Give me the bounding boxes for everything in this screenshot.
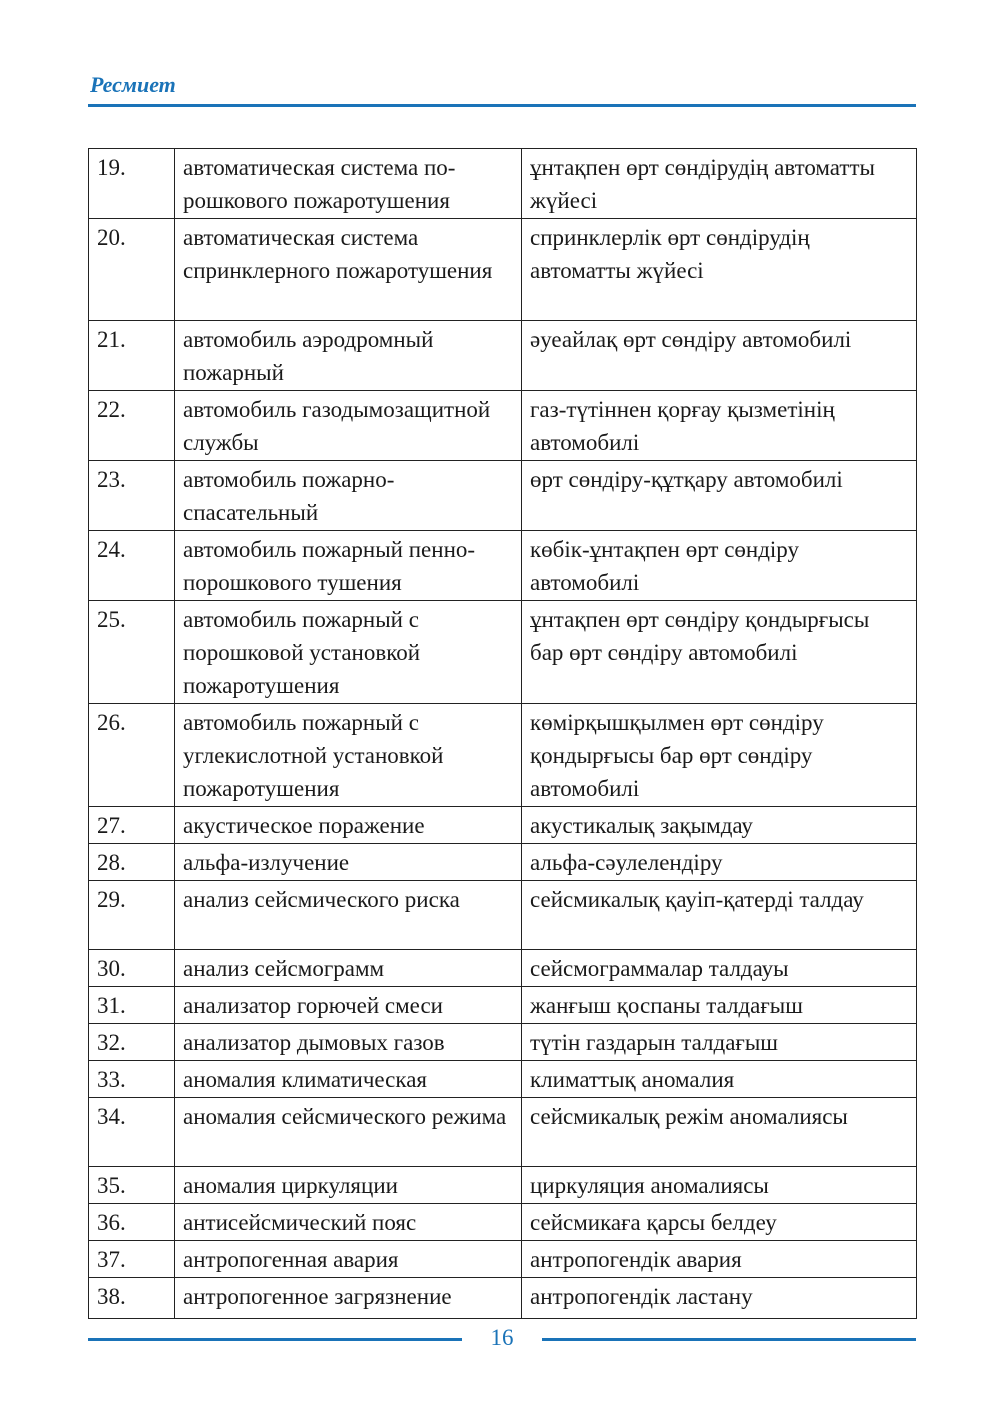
entry-number: 30. (89, 950, 175, 987)
kazakh-term: жанғыш қоспаны талдағыш (522, 987, 917, 1024)
entry-number: 27. (89, 807, 175, 844)
entry-number: 28. (89, 844, 175, 881)
entry-number: 36. (89, 1204, 175, 1241)
entry-number: 19. (89, 149, 175, 219)
kazakh-term: сейсмикалық қауіп-қатерді талдау (522, 881, 917, 950)
russian-term: аномалия климатическая (175, 1061, 522, 1098)
table-row (89, 1098, 917, 1167)
russian-term: анализ сейсмического риска (175, 881, 522, 950)
table-row (89, 1167, 917, 1204)
russian-term: автомобиль газодымозащитной службы (175, 391, 522, 461)
table-row (89, 219, 917, 321)
entry-number: 35. (89, 1167, 175, 1204)
entry-number: 33. (89, 1061, 175, 1098)
kazakh-term: сейсмикаға қарсы белдеу (522, 1204, 917, 1241)
glossary-table (88, 148, 917, 1319)
entry-number: 20. (89, 219, 175, 321)
russian-term: антисейсмический пояс (175, 1204, 522, 1241)
russian-term: аномалия сейсмического режима (175, 1098, 522, 1167)
table-row (89, 1278, 917, 1319)
russian-term: автомобиль пожарный пенно-порошкового тушения (175, 531, 522, 601)
kazakh-term: антропогендік ластану (522, 1278, 917, 1319)
kazakh-term: циркуляция аномалиясы (522, 1167, 917, 1204)
entry-number: 29. (89, 881, 175, 950)
table-row (89, 881, 917, 950)
kazakh-term: әуеайлақ өрт сөндіру автомобилі (522, 321, 917, 391)
kazakh-term: антропогендік авария (522, 1241, 917, 1278)
russian-term: анализ сейсмограмм (175, 950, 522, 987)
table-row (89, 1204, 917, 1241)
entry-number: 37. (89, 1241, 175, 1278)
table-row (89, 807, 917, 844)
kazakh-term: көмірқышқылмен өрт сөндіру қондырғысы бар өрт сөндіру автомобилі (522, 704, 917, 807)
kazakh-term: түтін газдарын талдағыш (522, 1024, 917, 1061)
russian-term: анализатор горючей смеси (175, 987, 522, 1024)
kazakh-term: ұнтақпен өрт сөндіру қондырғысы бар өрт сөндіру автомобилі (522, 601, 917, 704)
table-row (89, 1241, 917, 1278)
entry-number: 31. (89, 987, 175, 1024)
russian-term: альфа-излучение (175, 844, 522, 881)
russian-term: акустическое поражение (175, 807, 522, 844)
header-rule (88, 104, 916, 107)
footer-rule-left (88, 1338, 462, 1341)
entry-number: 21. (89, 321, 175, 391)
table-row (89, 844, 917, 881)
running-header: Ресмиет (90, 72, 176, 97)
entry-number: 22. (89, 391, 175, 461)
kazakh-term: өрт сөндіру-құтқару автомобилі (522, 461, 917, 531)
kazakh-term: сейсмикалық режім аномалиясы (522, 1098, 917, 1167)
entry-number: 26. (89, 704, 175, 807)
russian-term: автоматическая система по- рошкового пожаротушения (175, 149, 522, 219)
table-row (89, 531, 917, 601)
russian-term: аномалия циркуляции (175, 1167, 522, 1204)
entry-number: 32. (89, 1024, 175, 1061)
table-row (89, 321, 917, 391)
russian-term: автоматическая система спринклерного пожаротушения (175, 219, 522, 321)
entry-number: 25. (89, 601, 175, 704)
kazakh-term: сейсмограммалар талдауы (522, 950, 917, 987)
kazakh-term: ұнтақпен өрт сөндірудің автоматты жүйесі (522, 149, 917, 219)
entry-number: 24. (89, 531, 175, 601)
kazakh-term: газ-түтіннен қорғау қызметінің автомобилі (522, 391, 917, 461)
footer-rule-right (542, 1338, 916, 1341)
table-row (89, 601, 917, 704)
russian-term: анализатор дымовых газов (175, 1024, 522, 1061)
kazakh-term: альфа-сәулелендіру (522, 844, 917, 881)
table-row (89, 950, 917, 987)
table-row (89, 391, 917, 461)
kazakh-term: көбік-ұнтақпен өрт сөндіру автомобилі (522, 531, 917, 601)
entry-number: 23. (89, 461, 175, 531)
russian-term: автомобиль аэродромный пожарный (175, 321, 522, 391)
russian-term: автомобиль пожарно-спасательный (175, 461, 522, 531)
kazakh-term: климаттық аномалия (522, 1061, 917, 1098)
table-row (89, 461, 917, 531)
russian-term: автомобиль пожарный с порошковой установкой пожаротушения (175, 601, 522, 704)
table-row (89, 149, 917, 219)
page-number: 16 (490, 1325, 514, 1350)
kazakh-term: спринклерлік өрт сөндірудің автоматты жүйесі (522, 219, 917, 321)
table-row (89, 1024, 917, 1061)
table-row (89, 704, 917, 807)
entry-number: 38. (89, 1278, 175, 1319)
kazakh-term: акустикалық зақымдау (522, 807, 917, 844)
russian-term: антропогенное загрязнение (175, 1278, 522, 1319)
entry-number: 34. (89, 1098, 175, 1167)
table-row (89, 987, 917, 1024)
russian-term: антропогенная авария (175, 1241, 522, 1278)
russian-term: автомобиль пожарный с углекислотной установкой пожаротушения (175, 704, 522, 807)
table-row (89, 1061, 917, 1098)
